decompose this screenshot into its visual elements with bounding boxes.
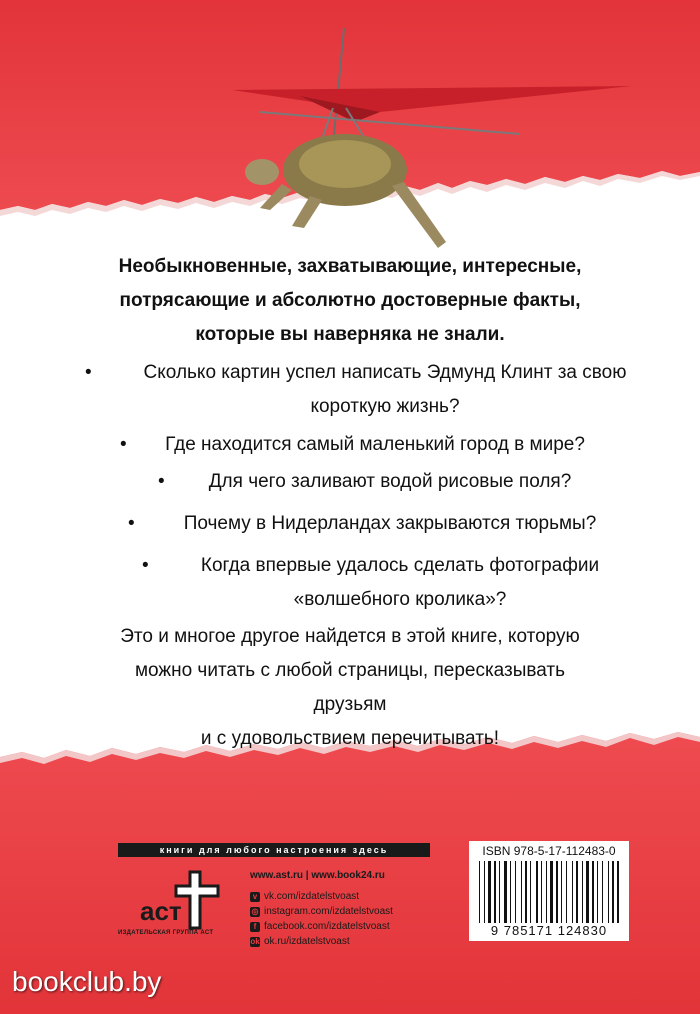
social-link[interactable] bbox=[250, 919, 450, 934]
social-links bbox=[250, 889, 450, 949]
question-line: «волшебного кролика»? bbox=[293, 589, 507, 610]
barcode-bar bbox=[546, 861, 547, 923]
question-line: короткую жизнь? bbox=[310, 396, 460, 417]
barcode-bar bbox=[556, 861, 558, 923]
barcode-bar bbox=[515, 861, 516, 923]
barcode-bar bbox=[536, 861, 538, 923]
barcode-bar bbox=[504, 861, 507, 923]
social-link[interactable] bbox=[250, 904, 450, 919]
barcode-bar bbox=[597, 861, 598, 923]
glider-control-bar bbox=[260, 112, 520, 134]
isbn-number: ISBN 978-5-17-112483-0 bbox=[482, 844, 616, 858]
intro-line: Необыкновенные, захватывающие, интересные, bbox=[118, 256, 582, 277]
barcode-bar bbox=[479, 861, 480, 923]
barcode-bar bbox=[541, 861, 542, 923]
turtle-middle-leg bbox=[292, 196, 322, 228]
barcode-bar bbox=[592, 861, 594, 923]
intro-line: потрясающие и абсолютно достоверные факты, bbox=[119, 290, 581, 311]
question-item bbox=[140, 428, 610, 462]
turtle-shell-pattern bbox=[299, 140, 391, 188]
vk-icon: v bbox=[250, 892, 260, 902]
social-link-text: vk.com/izdatelstvoast bbox=[264, 891, 360, 902]
barcode-bar bbox=[561, 861, 562, 923]
question-line: Когда впервые удалось сделать фотографии bbox=[200, 555, 600, 576]
barcode-bar bbox=[566, 861, 567, 923]
bullet-mark: • bbox=[142, 555, 149, 576]
bullet-mark: • bbox=[158, 471, 165, 492]
social-link[interactable] bbox=[250, 934, 450, 949]
question-line: Где находится самый маленький город в мире? bbox=[165, 434, 585, 455]
publisher-caption: ИЗДАТЕЛЬСКАЯ ГРУППА АСТ bbox=[118, 930, 214, 936]
facebook-icon: f bbox=[250, 922, 260, 932]
question-item bbox=[100, 356, 670, 424]
barcode-bar bbox=[608, 861, 609, 923]
social-link-text: instagram.com/izdatelstvoast bbox=[264, 906, 393, 917]
barcode-bar bbox=[530, 861, 531, 923]
barcode-bar bbox=[602, 861, 603, 923]
barcode-bar bbox=[499, 861, 500, 923]
social-link[interactable] bbox=[250, 889, 450, 904]
logo-text: аст bbox=[140, 896, 182, 926]
barcode-bar bbox=[612, 861, 614, 923]
isbn-block bbox=[469, 841, 629, 941]
barcode-bar bbox=[494, 861, 496, 923]
barcode-bar bbox=[521, 861, 522, 923]
glider-mast bbox=[333, 28, 344, 145]
glider-wing bbox=[232, 86, 632, 112]
barcode-bar bbox=[525, 861, 527, 923]
intro-text bbox=[90, 250, 610, 352]
barcode-bar bbox=[550, 861, 553, 923]
barcode-bar bbox=[582, 861, 583, 923]
publisher-tagline: книги для любого настроения здесь bbox=[118, 843, 430, 857]
question-line: Почему в Нидерландах закрываются тюрьмы? bbox=[183, 513, 597, 534]
barcode-bar bbox=[484, 861, 485, 923]
social-link-text: facebook.com/izdatelstvoast bbox=[264, 921, 390, 932]
isbn-barcode bbox=[477, 861, 621, 923]
logo-figure bbox=[176, 872, 218, 928]
barcode-bar bbox=[488, 861, 491, 923]
turtle-front-leg bbox=[260, 184, 292, 210]
barcode-bar bbox=[572, 861, 573, 923]
bullet-mark: • bbox=[128, 513, 135, 534]
bullet-mark: • bbox=[85, 362, 92, 383]
watermark: bookclub.by bbox=[12, 966, 162, 997]
outro-line: можно читать с любой страницы, пересказывать друзьям bbox=[134, 660, 566, 715]
outro-text bbox=[100, 620, 600, 756]
ok-icon: ok bbox=[250, 936, 260, 946]
barcode-bar bbox=[576, 861, 578, 923]
question-item bbox=[145, 507, 635, 541]
barcode-bar bbox=[617, 861, 619, 923]
turtle-back-leg bbox=[392, 182, 446, 248]
turtle-head bbox=[245, 159, 279, 185]
question-line: Сколько картин успел написать Эдмунд Клинт за свою bbox=[143, 362, 627, 383]
outro-line: Это и многое другое найдется в этой книге, которую bbox=[120, 626, 580, 647]
bullet-mark: • bbox=[120, 434, 127, 455]
barcode-bar bbox=[510, 861, 511, 923]
social-link-text: ok.ru/izdatelstvoast bbox=[264, 936, 350, 947]
question-item bbox=[175, 465, 605, 499]
barcode-bar bbox=[586, 861, 589, 923]
question-line: Для чего заливают водой рисовые поля? bbox=[208, 471, 572, 492]
barcode-digits: 9 785171 124830 bbox=[490, 923, 608, 938]
question-item bbox=[155, 549, 645, 617]
outro-line: и с удовольствием перечитывать! bbox=[200, 728, 500, 749]
instagram-icon: ◎ bbox=[251, 906, 259, 916]
intro-line: которые вы наверняка не знали. bbox=[195, 324, 505, 345]
publisher-websites[interactable]: www.ast.ru | www.book24.ru bbox=[250, 870, 385, 881]
